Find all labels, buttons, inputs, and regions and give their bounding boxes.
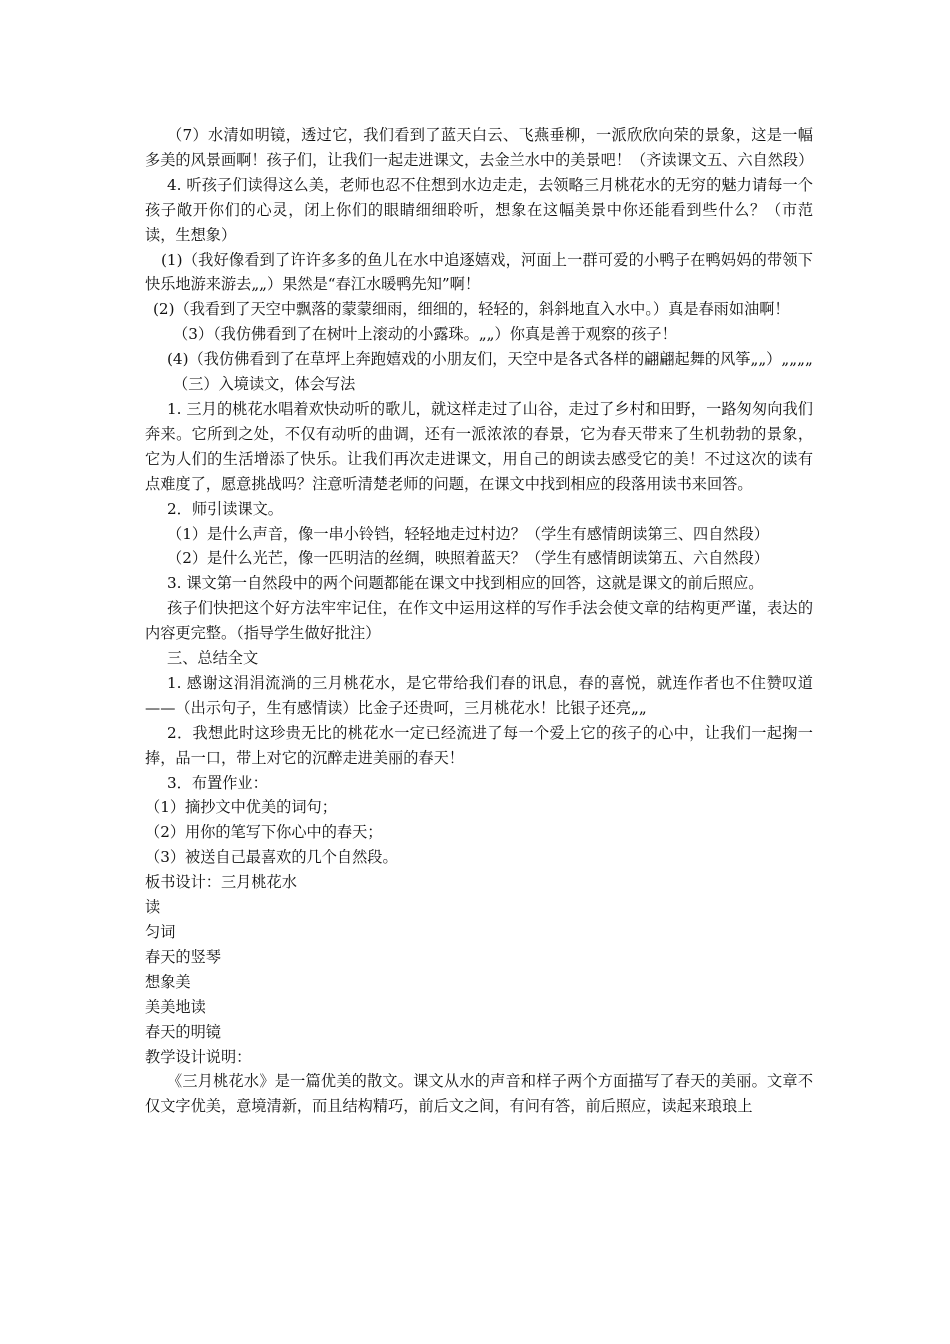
paragraph: 2．我想此时这珍贵无比的桃花水一定已经流进了每一个爱上它的孩子的心中，让我们一起掬一捧，品一口，带上对它的沉醉走进美丽的春天！ [145, 723, 813, 767]
paragraph: （2）用你的笔写下你心中的春天； [145, 823, 383, 842]
document-page [145, 123, 813, 1119]
paragraph: （1）摘抄文中优美的词句； [145, 798, 337, 817]
paragraph: （三）入境读文，体会写法 [173, 375, 356, 394]
paragraph: 春天的明镜 [145, 1022, 221, 1041]
paragraph: 孩子们快把这个好方法牢牢记住，在作文中运用这样的写作手法会使文章的结构更严谨，表达的内容更完整。（指导学生做好批注） [145, 599, 813, 643]
paragraph: 2．师引读课文。 [167, 499, 283, 518]
paragraph: (2)（我看到了天空中飘落的蒙蒙细雨，细细的，轻轻的，斜斜地直入水中。）真是春雨如油啊！ [153, 300, 790, 319]
paragraph: (1)（我好像看到了许许多多的鱼儿在水中追逐嬉戏，河面上一群可爱的小鸭子在鸭妈妈的带领下快乐地游来游去„„）果然是“春江水暖鸭先知”啊！ [145, 250, 813, 294]
paragraph: 春天的竖琴 [145, 947, 221, 966]
paragraph: 4. 听孩子们读得这么美，老师也忍不住想到水边走走，去领略三月桃花水的无穷的魅力请每一个孩子敞开你们的心灵，闭上你们的眼睛细细聆听，想象在这幅美景中你还能看到些什么？（市范读，生想象） [145, 175, 813, 244]
paragraph: 美美地读 [145, 997, 206, 1016]
paragraph: （3）（我仿佛看到了在树叶上滚动的小露珠。„„）你真是善于观察的孩子！ [173, 325, 677, 344]
paragraph: （2）是什么光芒，像一匹明洁的丝绸，映照着蓝天？（学生有感情朗读第五、六自然段） [167, 549, 769, 568]
paragraph: (4)（我仿佛看到了在草坪上奔跑嬉戏的小朋友们，天空中是各式各样的翩翩起舞的风筝„„）„„„„ [167, 350, 813, 369]
paragraph: 三、总结全文 [167, 649, 259, 668]
paragraph: 匀词 [145, 923, 176, 941]
paragraph: 教学设计说明： [145, 1047, 252, 1066]
paragraph: 板书设计：三月桃花水 [145, 873, 297, 892]
paragraph: （3）被送自己最喜欢的几个自然段。 [145, 848, 398, 867]
paragraph: 《三月桃花水》是一篇优美的散文。课文从水的声音和样子两个方面描写了春天的美丽。文章不仅文字优美，意境清新，而且结构精巧，前后文之间，有问有答，前后照应，读起来琅琅上 [145, 1072, 813, 1116]
paragraph: 3. 课文第一自然段中的两个问题都能在课文中找到相应的回答，这就是课文的前后照应。 [167, 574, 764, 593]
paragraph: 1. 三月的桃花水唱着欢快动听的歌儿，就这样走过了山谷，走过了乡村和田野，一路匆匆向我们奔来。它所到之处，不仅有动听的曲调，还有一派浓浓的春景，它为春天带来了生机勃勃的景象，它为人们的生活增添了快乐。让我们再次走进课文，用自己的朗读去感受它的美！不过这次的读有点难度了，愿意挑战吗？注意听清楚老师的问题，在课文中找到相应的段落用读书来回答。 [145, 399, 813, 493]
paragraph: 想象美 [145, 972, 191, 991]
paragraph: 1. 感谢这涓涓流淌的三月桃花水，是它带给我们春的讯息，春的喜悦，就连作者也不住赞叹道——（出示句子，生有感情读）比金子还贵呵，三月桃花水！比银子还亮„„ [145, 673, 813, 717]
paragraph: （7）水清如明镜，透过它，我们看到了蓝天白云、飞燕垂柳，一派欣欣向荣的景象，这是一幅多美的风景画啊！孩子们，让我们一起走进课文，去金兰水中的美景吧！（齐读课文五、六自然段） [145, 126, 814, 169]
paragraph: 3．布置作业： [167, 773, 268, 792]
paragraph: 读 [145, 898, 161, 917]
paragraph: （1）是什么声音，像一串小铃铛，轻轻地走过村边？（学生有感情朗读第三、四自然段） [167, 524, 769, 543]
